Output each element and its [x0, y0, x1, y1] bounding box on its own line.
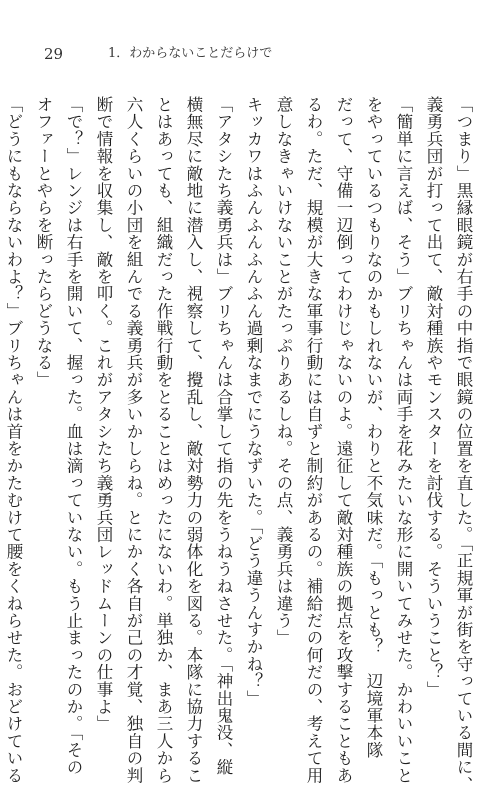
text-line: だって、守備一辺倒ってわけじゃないのよ。遠征して敵対種族の拠点を攻撃することもあ	[334, 96, 353, 784]
text-line: キッカワはふんふんふんふん過剰なまでにうなずいた。「どう違うんすかね？」	[244, 96, 263, 707]
text-line: をやっているつもりなのかもしれないが、わりと不気味だ。「もっとも？ 辺境軍本隊	[364, 96, 383, 759]
text-line: とはあっても、組織だった作戦行動をとることはめったにないわ。単独か、まあ三人から	[154, 96, 173, 784]
text-line: 「アタシたち義勇兵は」ブリちゃんは合掌して指の先をうねうねさせた。「神出鬼没、縦	[214, 96, 233, 776]
page-number: 29	[44, 45, 64, 63]
text-line: 「簡単に言えば、そう」ブリちゃんは両手を花みたいな形に開いてみせた。かわいいこと	[394, 96, 413, 784]
text-line: オファーとやらを断ったらどうなる」	[34, 96, 53, 389]
text-line: 意しなきゃいけないことがたっぷりあるしね。その点、義勇兵は違う」	[274, 96, 293, 647]
text-line: 六人くらいの小団を組んでる義勇兵が多いかしらね。とにかく各自が己の才覚、独自の判	[124, 96, 143, 784]
text-line: 義勇兵団が打って出て、敵対種族やモンスターを討伐する。そういうこと？」	[424, 96, 443, 698]
chapter-title: 1．わからないことだらけで	[108, 46, 273, 61]
text-line: 「で？」レンジは右手を開いて、握った。血は滴っていない。もう止まったのか。「その	[64, 96, 83, 776]
text-line: 横無尽に敵地に潜入し、視察して、攪乱し、敵対勢力の弱体化を図る。本隊に協力するこ	[184, 96, 203, 784]
text-line: 「どうにもならないわよ？」ブリちゃんは首をかたむけて腰をくねらせた。おどけている	[4, 96, 23, 784]
body-text	[4, 96, 478, 793]
text-line: 断で情報を収集し、敵を叩く。これがアタシたち義勇兵団レッドムーンの仕事よ」	[94, 96, 113, 733]
text-line: 「つまり」黒縁眼鏡が右手の中指で眼鏡の位置を直した。「正規軍が街を守っている間に、	[454, 96, 473, 793]
text-line: るわ。ただ、規模が大きな軍事行動には自ずと制約があるの。補給だの何だの、考えて用	[304, 96, 323, 784]
